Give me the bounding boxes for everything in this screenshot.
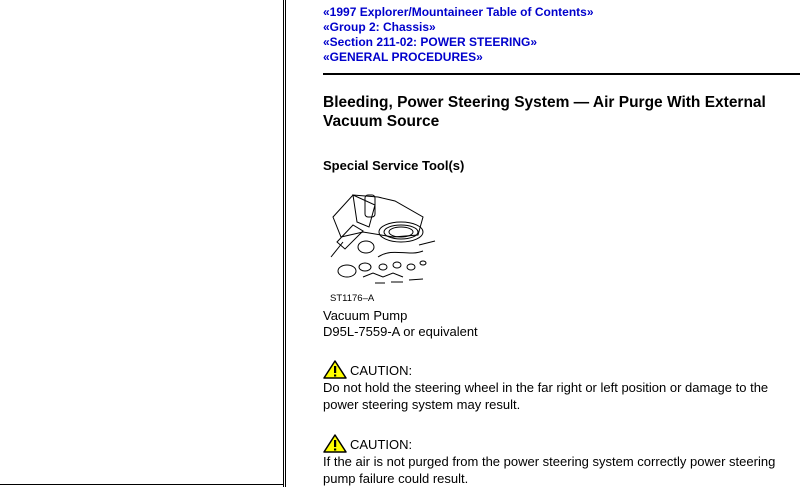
left-pane-bottom-rule	[0, 484, 283, 485]
document-pane	[286, 0, 800, 487]
tool-name: Vacuum Pump	[323, 308, 408, 323]
vacuum-pump-drawing	[323, 187, 443, 292]
breadcrumb-link-section[interactable]: «Section 211-02: POWER STEERING»	[323, 35, 538, 49]
figure-label: ST1176–A	[330, 293, 375, 304]
vacuum-pump-illustration	[323, 187, 443, 307]
caution-label: CAUTION:	[350, 437, 413, 452]
breadcrumb-link-group[interactable]: «Group 2: Chassis»	[323, 20, 436, 34]
breadcrumb-link-table-of-contents[interactable]: «1997 Explorer/Mountaineer Table of Contents»	[323, 5, 594, 19]
caution-block	[323, 357, 793, 413]
special-tools-heading: Special Service Tool(s)	[323, 158, 465, 173]
page-title: Bleeding, Power Steering System — Air Purge With External Vacuum Source	[323, 94, 766, 130]
tool-number: D95L-7559-A or equivalent	[323, 324, 478, 339]
caution-header	[323, 357, 793, 379]
tool-description	[323, 308, 478, 340]
caution-header	[323, 431, 793, 453]
header-divider	[323, 73, 800, 75]
frame-divider[interactable]	[283, 0, 284, 487]
warning-triangle-icon	[323, 434, 347, 453]
caution-block	[323, 431, 793, 487]
breadcrumb	[323, 5, 793, 65]
caution-label: CAUTION:	[350, 363, 413, 378]
breadcrumb-link-general-procedures[interactable]: «GENERAL PROCEDURES»	[323, 50, 483, 64]
warning-triangle-icon	[323, 360, 347, 379]
caution-text: Do not hold the steering wheel in the far right or left position or damage to the power steering system may result.	[323, 380, 769, 412]
left-pane	[0, 0, 283, 487]
caution-text: If the air is not purged from the power steering system correctly power steering pump failure could result.	[323, 454, 776, 486]
